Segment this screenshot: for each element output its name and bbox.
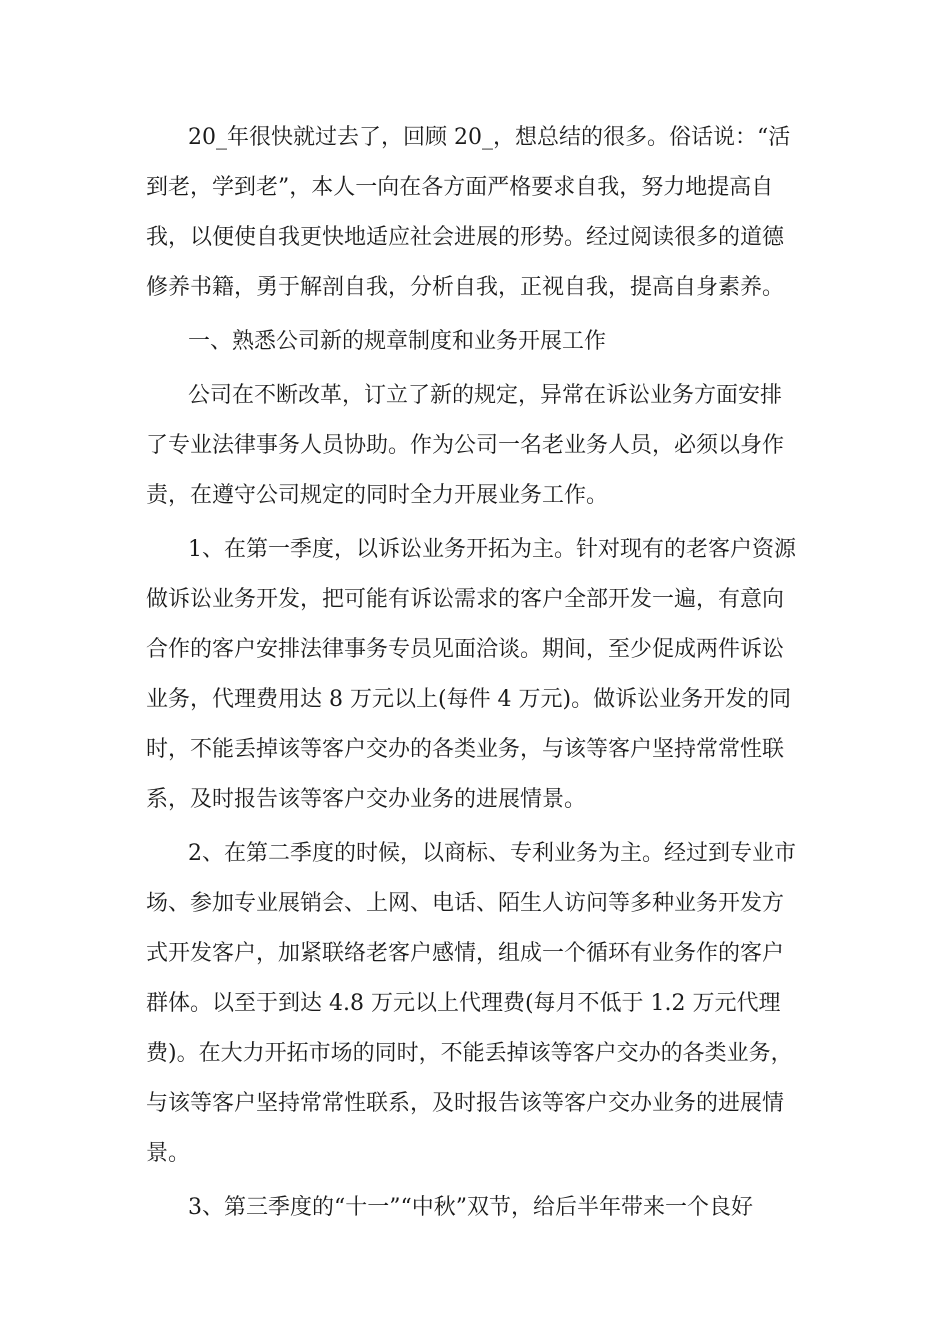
paragraph-company-rules xyxy=(146,384,950,508)
text-line: 业务，代理费用达 8 万元以上(每件 4 万元)。做诉讼业务开发的同 xyxy=(146,687,792,712)
text-line: 与该等客户坚持常常性联系，及时报告该等客户交办业务的进展情 xyxy=(146,1091,785,1116)
text-line: 系，及时报告该等客户交办业务的进展情景。 xyxy=(146,787,587,812)
text-line: 景。 xyxy=(146,1141,191,1166)
text-line: 式开发客户，加紧联络老客户感情，组成一个循环有业务作的客户 xyxy=(146,941,785,966)
text-line: 公司在不断改革，订立了新的规定，异常在诉讼业务方面安排 xyxy=(188,383,783,408)
text-line: 了专业法律事务人员协助。作为公司一名老业务人员，必须以身作 xyxy=(146,433,785,458)
text-line: 20_年很快就过去了，回顾 20_，想总结的很多。俗话说：“活 xyxy=(188,125,791,150)
paragraph-q1 xyxy=(146,538,950,812)
section-heading xyxy=(146,330,950,354)
paragraph-q3 xyxy=(146,1196,950,1220)
paragraph-q2 xyxy=(146,842,950,1166)
text-line: 1、在第一季度，以诉讼业务开拓为主。针对现有的老客户资源 xyxy=(188,537,796,562)
text-line: 到老，学到老”，本人一向在各方面严格要求自我，努力地提高自 xyxy=(146,175,774,200)
text-line: 3、第三季度的“十一”“中秋”双节，给后半年带来一个良好 xyxy=(188,1195,753,1220)
text-line: 场、参加专业展销会、上网、电话、陌生人访问等多种业务开发方 xyxy=(146,891,785,916)
heading-line: 一、熟悉公司新的规章制度和业务开展工作 xyxy=(188,329,607,354)
paragraph-intro xyxy=(146,126,950,300)
text-line: 责，在遵守公司规定的同时全力开展业务工作。 xyxy=(146,483,609,508)
text-line: 做诉讼业务开发，把可能有诉讼需求的客户全部开发一遍，有意向 xyxy=(146,587,785,612)
text-line: 费)。在大力开拓市场的同时，不能丢掉该等客户交办的各类业务， xyxy=(146,1041,793,1066)
text-line: 2、在第二季度的时候，以商标、专利业务为主。经过到专业市 xyxy=(188,841,796,866)
text-line: 时，不能丢掉该等客户交办的各类业务，与该等客户坚持常常性联 xyxy=(146,737,785,762)
text-line: 我，以便使自我更快地适应社会进展的形势。经过阅读很多的道德 xyxy=(146,225,785,250)
text-line: 修养书籍，勇于解剖自我，分析自我，正视自我，提高自身素养。 xyxy=(146,275,785,300)
text-line: 群体。以至于到达 4.8 万元以上代理费(每月不低于 1.2 万元代理 xyxy=(146,991,781,1016)
text-line: 合作的客户安排法律事务专员见面洽谈。期间，至少促成两件诉讼 xyxy=(146,637,785,662)
